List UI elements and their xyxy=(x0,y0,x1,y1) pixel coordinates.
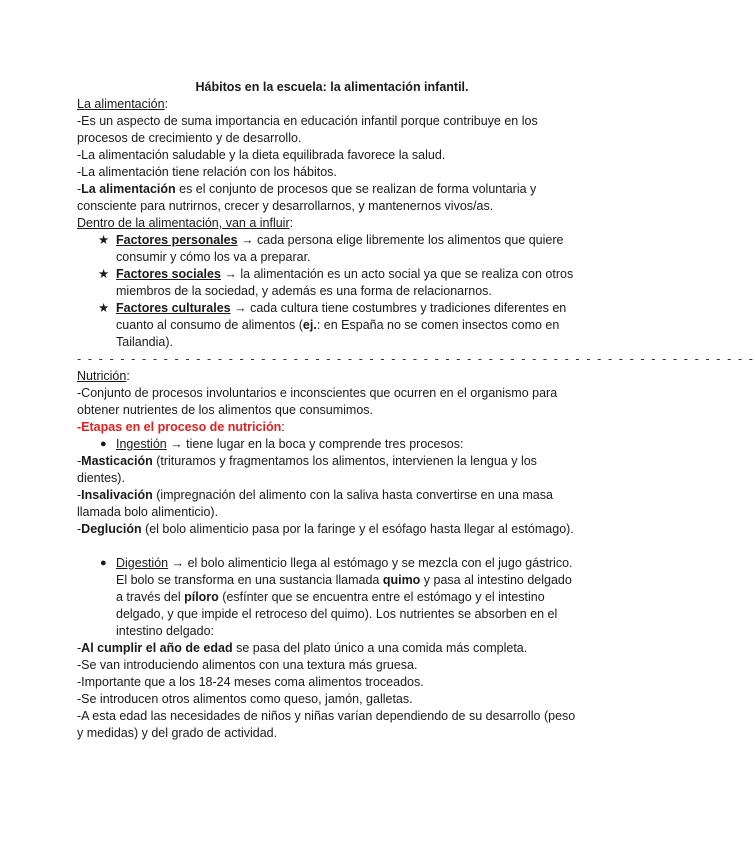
final-line-3: -A esta edad las necesidades de niños y niñas varían dependiendo de su desarrollo (peso y medidas) y del grado de actividad. xyxy=(77,709,576,740)
dash: - xyxy=(77,454,82,468)
sub-process-text: (impregnación del alimento con la saliva hasta convertirse en una masa llamada bolo alimenticio). xyxy=(77,488,553,519)
final-line-2: -Se introducen otros alimentos como queso, jamón, galletas. xyxy=(77,692,413,706)
influence-heading-line xyxy=(77,215,577,232)
factor-name: Factores sociales xyxy=(116,267,221,281)
star-bullet-icon: ★ xyxy=(98,301,110,315)
list-item xyxy=(77,232,577,266)
etapas-heading-line xyxy=(77,419,577,436)
star-bullet-icon: ★ xyxy=(98,233,110,247)
sub-process-insalivacion xyxy=(77,487,577,521)
factors-list xyxy=(77,232,577,351)
factor-text: → cada persona elige libremente los alimentos que quiere consumir y cómo los va a preparar. xyxy=(116,233,564,264)
sub-process-text: (el bolo alimenticio pasa por la faringe y el esófago hasta llegar al estómago). xyxy=(141,522,574,536)
definition-text: es el conjunto de procesos que se realizan de forma voluntaria y consciente para nutrirnos, crecer y desarrollarnos, y mantenernos vivos/as. xyxy=(77,182,537,213)
document-content xyxy=(77,79,755,742)
list-item xyxy=(77,266,577,300)
dash: - xyxy=(77,641,82,655)
blank-line xyxy=(77,538,577,555)
sub-process-term: Deglución xyxy=(81,522,142,536)
final-line-0: -Se van introduciendo alimentos con una textura más gruesa. xyxy=(77,658,418,672)
alimentacion-definition xyxy=(77,181,577,215)
factor-text: → la alimentación es un acto social ya que se realiza con otros miembros de la sociedad, y además es una forma de relacionarnos. xyxy=(116,267,574,298)
bullet-dot-icon: ● xyxy=(100,557,107,569)
dash: - xyxy=(77,522,82,536)
alimentacion-line-1: -La alimentación saludable y la dieta equilibrada favorece la salud. xyxy=(77,148,446,162)
sub-process-term: Masticación xyxy=(81,454,153,468)
bold-term-quimo: quimo xyxy=(382,573,421,587)
factor-text: → cada cultura tiene costumbres y tradiciones diferentes en cuanto al consumo de alimentos ( xyxy=(116,301,567,332)
ingestion-list xyxy=(77,436,577,453)
nutricion-colon: : xyxy=(126,369,130,383)
final-line-1: -Importante que a los 18-24 meses coma alimentos troceados. xyxy=(77,675,424,689)
year-text: se pasa del plato único a una comida más completa. xyxy=(232,641,528,655)
alimentacion-heading-line xyxy=(77,96,577,113)
list-item xyxy=(77,555,577,640)
sub-process-masticacion xyxy=(77,453,577,487)
stage-name: Ingestión xyxy=(116,437,167,451)
etapas-heading: -Etapas en el proceso de nutrición xyxy=(77,420,282,434)
section-separator: - - - - - - - - - - - - - - - - - - - - - - - - - - - - - - - - - - - - - - - - - - - - - - - - - - - - - - - - - - - - - - - xyxy=(77,352,755,366)
alimentacion-line-0: -Es un aspecto de suma importancia en educación infantil porque contribuye en los procesos de crecimiento y de desarrollo. xyxy=(77,114,538,145)
list-item xyxy=(77,300,577,351)
list-item xyxy=(77,436,577,453)
alimentacion-heading: La alimentación xyxy=(77,97,165,111)
heading-colon: : xyxy=(164,97,169,111)
stage-name: Digestión xyxy=(116,556,169,570)
factor-text-after: : en España no se comen insectos como en Tailandia). xyxy=(116,318,560,349)
sub-process-term: Insalivación xyxy=(81,488,153,502)
alimentacion-line-2: -La alimentación tiene relación con los hábitos. xyxy=(77,165,337,179)
sub-process-deglucion xyxy=(77,521,577,538)
influence-colon: : xyxy=(289,216,294,230)
year-line xyxy=(77,640,577,657)
dash: - xyxy=(77,488,82,502)
digestion-list xyxy=(77,555,577,640)
etapas-colon: : xyxy=(281,420,285,434)
stage-text: → tiene lugar en la boca y comprende tres procesos: xyxy=(166,437,464,451)
bold-term-piloro: píloro xyxy=(184,590,219,604)
page-title: Hábitos en la escuela: la alimentación infantil. xyxy=(195,80,469,94)
stage-text: y pasa al intestino delgado a través del xyxy=(116,573,572,604)
nutricion-intro: -Conjunto de procesos involuntarios e inconscientes que ocurren en el organismo para obtener nutrientes de los alimentos que consumimos. xyxy=(77,386,558,417)
example-abbrev: ej. xyxy=(302,318,317,332)
nutricion-heading: Nutrición xyxy=(77,369,127,383)
stage-text: → el bolo alimenticio llega al estómago y se mezcla con el jugo gástrico. El bolo se transforma en una sustancia llamada xyxy=(116,556,573,587)
nutricion-heading-line xyxy=(77,368,577,385)
bullet-dot-icon: ● xyxy=(100,438,107,450)
stage-text: (esfínter que se encuentra entre el estómago y el intestino delgado, y que impide el retroceso del quimo). Los nutrientes se absorben en el intestino delgado: xyxy=(116,590,558,638)
star-bullet-icon: ★ xyxy=(98,267,110,281)
sub-process-text: (trituramos y fragmentamos los alimentos, intervienen la lengua y los dientes). xyxy=(77,454,537,485)
factor-name: Factores personales xyxy=(116,233,238,247)
influence-heading: Dentro de la alimentación, van a influir xyxy=(77,216,290,230)
factor-name: Factores culturales xyxy=(116,301,231,315)
definition-term: La alimentación xyxy=(81,182,176,196)
year-term: Al cumplir el año de edad xyxy=(81,641,233,655)
definition-dash: - xyxy=(77,182,82,196)
